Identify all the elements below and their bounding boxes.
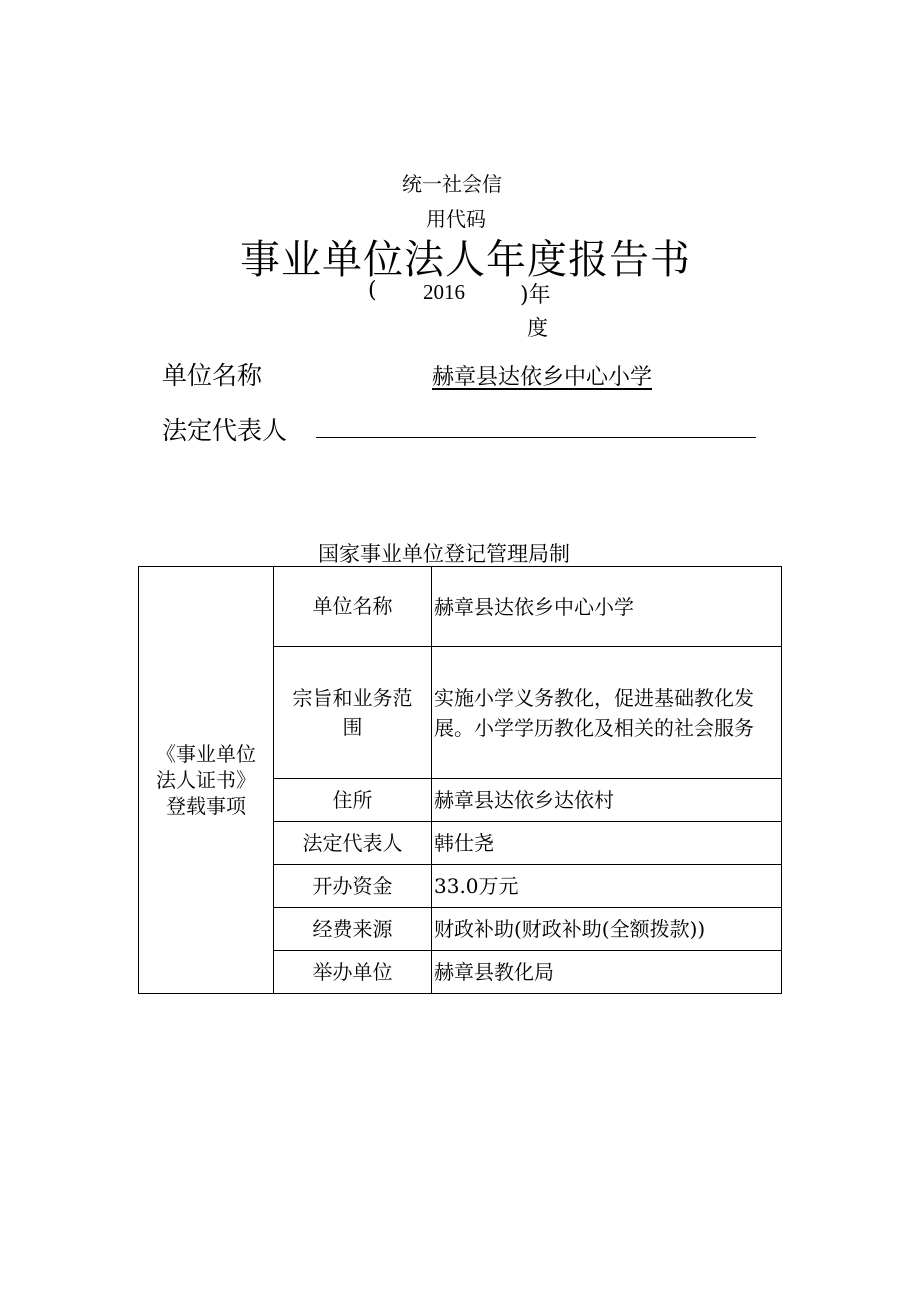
row-key-address: 住所 [274,779,432,822]
side-label-line1: 《事业单位 [156,742,256,766]
row-value-address: 赫章县达依乡达依村 [432,779,782,822]
document-title: 事业单位法人年度报告书 [240,237,691,283]
row-value-sponsor: 赫章县教化局 [432,951,782,994]
row-key-purpose [274,647,432,779]
legal-rep-label: 法定代表人 [162,416,288,445]
issuer-line: 国家事业单位登记管理局制 [318,542,570,566]
legal-rep-blank-line [316,437,756,438]
registration-table [138,566,782,994]
row-value-funding-source: 财政补助(财政补助(全额拨款)) [432,908,782,951]
row-value-purpose [432,647,782,779]
row-value-unit-name: 赫章县达依乡中心小学 [432,567,782,647]
side-label-line3: 登载事项 [166,794,246,818]
row-key-sponsor: 举办单位 [274,951,432,994]
unit-name-value: 赫章县达依乡中心小学 [432,365,653,390]
unit-name-label: 单位名称 [162,361,263,390]
credit-code-label-line1: 统一社会信 [402,172,502,196]
year-close-label: )年 [520,283,551,308]
report-year: 2016 [423,280,465,304]
purpose-value-line2: 展。小学学历教化及相关的社会服务 [434,715,754,740]
row-value-capital: 33.0万元 [432,865,782,908]
purpose-key-line1: 宗旨和业务范 [292,685,413,710]
year-suffix-label: 度 [527,316,548,340]
registration-side-label [139,567,274,994]
year-open-paren: ( [368,278,377,303]
side-label-line2: 法人证书》 [156,768,256,792]
row-key-legal-rep: 法定代表人 [274,822,432,865]
purpose-key-line2: 围 [342,714,363,739]
row-value-legal-rep: 韩仕尧 [432,822,782,865]
row-key-funding-source: 经费来源 [274,908,432,951]
credit-code-label-line2: 用代码 [426,207,486,231]
row-key-unit-name: 单位名称 [274,567,432,647]
row-key-capital: 开办资金 [274,865,432,908]
purpose-value-line1: 实施小学义务教化，促进基础教化发 [434,685,754,710]
